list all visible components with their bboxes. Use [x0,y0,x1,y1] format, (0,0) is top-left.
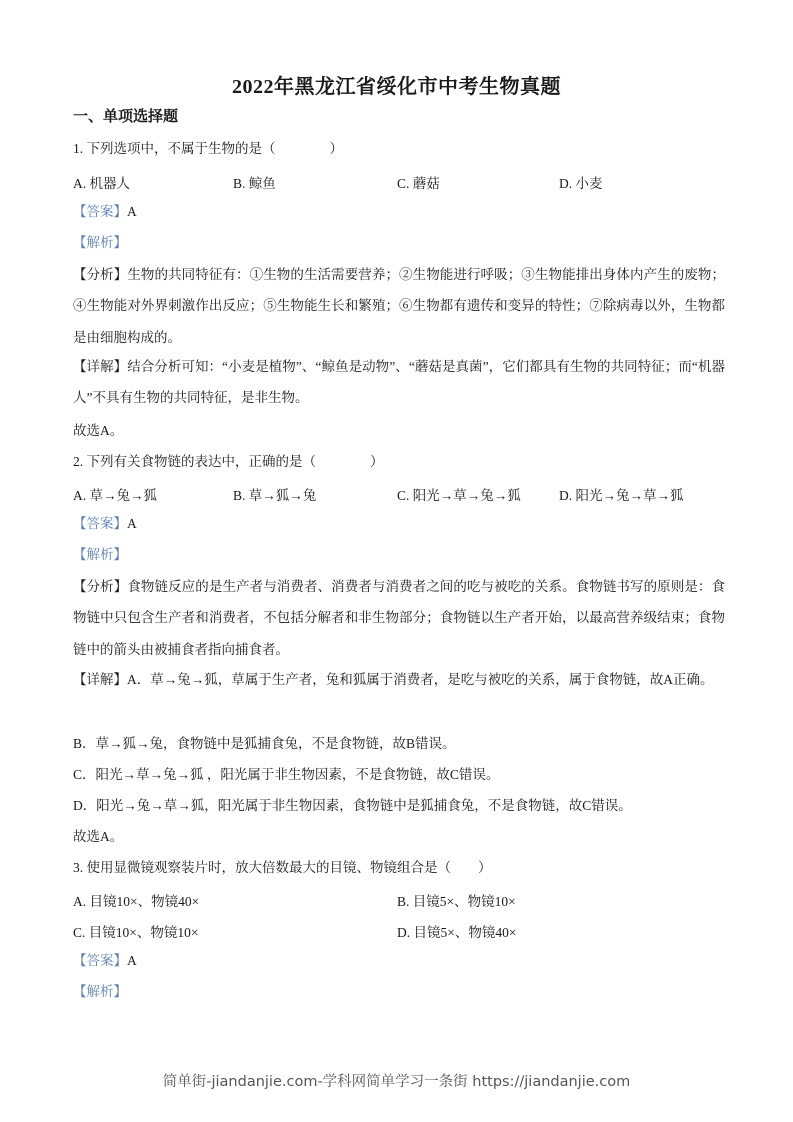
fenxi-label: 【分析】 [73,579,128,594]
answer-label: 【答案】 [73,953,127,968]
answer-label: 【答案】 [73,516,127,531]
fenxi-text: 生物的共同特征有：①生物的生活需要营养；②生物能进行呼吸；③生物能排出身体内产生的废物；④生物能对外界刺激作出反应；⑤生物能生长和繁殖；⑥生物都有遗传和变异的特性；⑦除病毒以外，生物都是由细胞构成的。 [73,267,726,345]
detail-text: A．草→兔→狐，草属于生产者，兔和狐属于消费者，是吃与被吃的关系，属于食物链，故A正确。 [127,672,714,687]
answer-value: A [127,204,137,219]
q1-option-a: A. 机器人 [73,176,130,191]
detail-label: 【详解】 [73,672,127,687]
fenxi-label: 【分析】 [73,267,128,282]
q1-option-b: B. 鲸鱼 [233,176,276,191]
answer-value: A [127,953,137,968]
q2-option-c: C. 阳光→草→兔→狐 [397,488,521,503]
page-title: 2022年黑龙江省绥化市中考生物真题 [232,76,561,98]
q3-option-b: B. 目镜5×、物镜10× [397,894,516,909]
q2-detail-c: C．阳光→草→兔→狐 ，阳光属于非生物因素，不是食物链，故C错误。 [73,767,500,782]
q2-detail-a [73,664,725,695]
q2-analysis-label: 【解析】 [73,547,127,562]
detail-label: 【详解】 [73,359,128,374]
section-heading: 一、单项选择题 [73,109,179,125]
q2-option-d: D. 阳光→兔→草→狐 [559,488,684,503]
q2-stem: 2. 下列有关食物链的表达中，正确的是（ ） [73,454,384,469]
q3-option-d: D. 目镜5×、物镜40× [397,925,517,940]
q1-stem: 1. 下列选项中，不属于生物的是（ ） [73,141,343,156]
q1-answer [73,203,137,221]
q2-fenxi [73,571,725,665]
fenxi-text: 食物链反应的是生产者与消费者、消费者与消费者之间的吃与被吃的关系。食物链书写的原则是：食物链中只包含生产者和消费者，不包括分解者和非生物部分；食物链以生产者开始，以最高营养级结束；食物链中的箭头由被捕食者指向捕食者。 [73,579,726,657]
q2-detail-b: B．草→狐→兔，食物链中是狐捕食兔，不是食物链，故B错误。 [73,736,456,751]
q1-option-d: D. 小麦 [559,176,603,191]
q3-answer [73,952,137,970]
q2-option-a: A. 草→兔→狐 [73,488,157,503]
q3-analysis-label: 【解析】 [73,984,127,999]
q2-answer [73,515,137,533]
q1-fenxi [73,259,725,353]
q1-detail [73,351,725,414]
detail-text: 结合分析可知：“小麦是植物”、“鲸鱼是动物”、“蘑菇是真菌”，它们都具有生物的共同特征；而“机器人”不具有生物的共同特征，是非生物。 [73,359,725,406]
q3-stem: 3. 使用显微镜观察装片时，放大倍数最大的目镜、物镜组合是（ ） [73,860,492,875]
q2-conclusion: 故选A。 [73,829,124,844]
q1-analysis-label: 【解析】 [73,235,127,250]
answer-label: 【答案】 [73,204,127,219]
q2-option-b: B. 草→狐→兔 [233,488,317,503]
answer-value: A [127,516,137,531]
q3-option-a: A. 目镜10×、物镜40× [73,894,200,909]
q3-option-c: C. 目镜10×、物镜10× [73,925,199,940]
q1-option-c: C. 蘑菇 [397,176,440,191]
q2-detail-d: D．阳光→兔→草→狐，阳光属于非生物因素，食物链中是狐捕食兔，不是食物链，故C错误。 [73,798,632,813]
q1-conclusion: 故选A。 [73,423,124,438]
footer-watermark: 简单街-jiandanjie.com-学科网简单学习一条街 https://jiandanjie.com [162,1074,631,1090]
